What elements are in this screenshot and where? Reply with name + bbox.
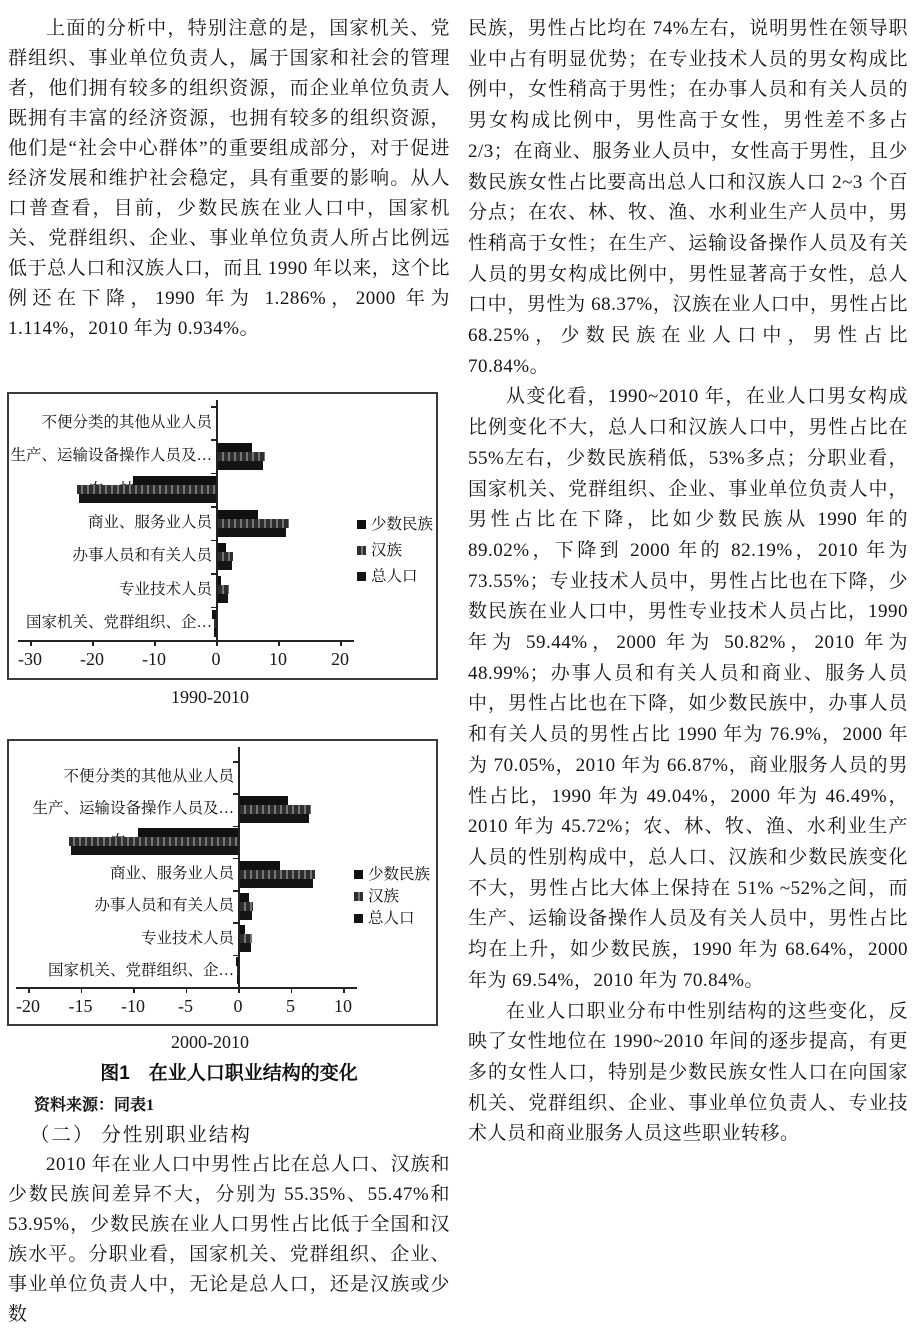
category-label: 国家机关、党群组织、企… [47, 961, 234, 979]
x-tick-label: 5 [286, 996, 295, 1016]
legend-label: 总人口 [368, 910, 415, 927]
bar-汉族 [240, 805, 311, 814]
category-label: 商业、服务业人员 [109, 865, 234, 882]
legend-label: 汉族 [368, 888, 400, 905]
x-axis-tick [278, 640, 280, 646]
category-axis-tick [233, 793, 238, 795]
bar-少数民族 [138, 828, 238, 837]
legend-swatch [354, 870, 363, 879]
category-label: 国家机关、党群组织、企… [25, 614, 212, 632]
x-axis-tick [238, 987, 240, 993]
category-label: 不便分类的其他从业人员 [41, 413, 212, 431]
x-tick-label: 20 [331, 649, 349, 669]
x-axis-tick [343, 987, 345, 993]
x-axis-tick [216, 640, 218, 646]
bar-汉族 [240, 870, 316, 879]
legend-swatch [357, 572, 366, 581]
x-axis-tick [28, 987, 30, 993]
category-axis-tick [233, 890, 238, 892]
left-paragraph-2: 2010 年在业人口中男性占比在总人口、汉族和少数民族间差异不大，分别为 55.35%、55.47%和 53.95%，少数民族在业人口男性占比低于全国和汉族水平。分职业看，国家机关、党群组织、企业、事业单位负责人中，无论是总人口，还是汉族或少数 [8, 1154, 450, 1325]
right-paragraph-3: 在业人口职业分布中性别结构的这些变化，反映了女性地位在 1990~2010 年间的逐步提高，有更多的女性人口，特别是少数民族女性人口在向国家机关、党群组织、企业、事业单位负责人、专业技术人员和商业服务人员这些职业转移。 [468, 1000, 908, 1145]
legend-item-少数民族 [357, 512, 433, 534]
legend-label: 总人口 [371, 568, 418, 585]
category-axis-tick [233, 922, 238, 924]
category-axis-tick [233, 826, 238, 828]
x-tick-label: -20 [80, 649, 104, 669]
legend-label: 汉族 [371, 542, 403, 559]
bar-汉族 [77, 485, 216, 494]
bar-总人口 [71, 846, 238, 855]
bar-总人口 [240, 814, 309, 823]
legend-swatch [354, 892, 363, 901]
bar-少数民族 [218, 576, 221, 585]
chart-period-label-2000-2010: 2000-2010 [171, 1032, 249, 1052]
bar-少数民族 [218, 543, 226, 552]
category-label: 生产、运输设备操作人员及… [32, 800, 234, 818]
right-paragraph-2: 从变化看，1990~2010 年，在业人口男女构成比例变化不大，总人口和汉族人口中，男性占比在 55%左右，少数民族稍低，53%多点；分职业看，国家机关、党群组织、企业、事业单位负责人中，男性占比在下降，比如少数民族从 1990 年的 89.02%，下降到 2000 年的 82.19%，2010 年为 73.55%；专业技术人员中，男性占比也在下降，少数民族在业人口中，男性专业技术人员占比，1990 年为 59.44%，2000 年为 50.82%，2010 年为 48.99%；办事人员和有关人员和商业、服务人员中，男性占比也在下降，如少数民族中，办事人员和有关人员的男性占比 1990 年为 76.9%，2000 年为 70.05%，2010 年为 66.87%，商业服务人员的男性占比，1990 年为 49.04%，2000 年为 46.49%，2010 年为 45.72%；农、林、牧、渔、水利业生产人员的性别构成中，总人口、汉族和少数民族变化不大，男性占比大体上保持在 51% ~52%之间，而生产、运输设备操作人员及有关人员中，男性占比均在上升，如少数民族，1990 年为 68.64%，2000 年为 69.54%，2010 年为 70.84%。 [468, 386, 908, 991]
x-tick-label: -5 [178, 996, 193, 1016]
legend-label: 少数民族 [368, 866, 431, 883]
bar-汉族 [218, 585, 229, 594]
x-tick-label: -15 [68, 996, 93, 1016]
bar-少数民族 [218, 510, 258, 519]
right-paragraph-1: 民族，男性占比均在 74%左右，说明男性在领导职业中占有明显优势；在专业技术人员的男女构成比例中，女性稍高于男性；在办事人员和有关人员的男女构成比例中，男性高于女性，男性差不多占 2/3；在商业、服务业人员中，女性高于男性，且少数民族女性占比要高出总人口和汉族人口 2~3 个百分点；在农、林、牧、渔、水利业生产人员中，男性稍高于女性；在生产、运输设备操作人员及有关人员的男女构成比例中，男性显著高于女性，总人口中，男性为 68.37%，汉族在业人口中，男性占比 68.25%，少数民族在业人口中，男性占比 70.84%。 [468, 18, 908, 377]
bar-汉族 [240, 902, 254, 911]
zero-axis-line [216, 400, 218, 640]
figure1-chart-1990-2010 [7, 392, 438, 680]
bar-总人口 [218, 461, 264, 470]
x-axis-tick [291, 987, 293, 993]
bar-总人口 [218, 594, 229, 603]
x-axis-tick [81, 987, 83, 993]
category-label: 办事人员和有关人员 [72, 547, 212, 565]
category-label: 办事人员和有关人员 [94, 897, 234, 915]
category-label: 生产、运输设备操作人员及… [10, 447, 212, 465]
x-axis-tick [92, 640, 94, 646]
category-axis-tick [211, 473, 216, 475]
bar-汉族 [218, 452, 266, 461]
x-tick-label: 0 [233, 996, 243, 1016]
bar-总人口 [218, 528, 287, 537]
category-axis-tick [211, 406, 216, 408]
category-axis-tick [211, 573, 216, 575]
bar-少数民族 [240, 861, 281, 870]
x-tick-label: 10 [334, 996, 352, 1016]
category-axis-tick [211, 439, 216, 441]
legend-label: 少数民族 [371, 516, 434, 533]
zero-axis-line [238, 747, 240, 987]
bar-总人口 [240, 943, 252, 952]
category-axis-tick [233, 955, 238, 957]
figure-caption: 图1 在业人口职业结构的变化 [100, 1063, 358, 1084]
bar-总人口 [79, 494, 216, 503]
legend-item-少数民族 [354, 862, 430, 884]
right-column [468, 14, 908, 1150]
category-axis-tick [233, 761, 238, 763]
x-tick-label: 0 [211, 649, 221, 669]
figure1-chart-2000-2010 [7, 739, 438, 1026]
category-axis-tick [211, 607, 216, 609]
bar-少数民族 [240, 925, 245, 934]
bar-少数民族 [218, 443, 253, 452]
legend-item-汉族 [357, 538, 402, 560]
bar-总人口 [240, 911, 253, 920]
x-axis-tick [340, 640, 342, 646]
x-axis-tick [154, 640, 156, 646]
bar-汉族 [218, 519, 289, 528]
bar-汉族 [218, 552, 234, 561]
bar-汉族 [240, 934, 253, 943]
x-axis-tick [30, 640, 32, 646]
category-label: 不便分类的其他从业人员 [63, 768, 234, 786]
category-axis-tick [211, 506, 216, 508]
bar-少数民族 [133, 476, 216, 485]
category-axis-tick [233, 858, 238, 860]
legend-item-汉族 [354, 884, 399, 906]
category-label: 专业技术人员 [118, 580, 212, 598]
bar-少数民族 [240, 796, 288, 805]
category-axis-tick [211, 540, 216, 542]
x-tick-label: -10 [121, 996, 145, 1016]
left-paragraph-1: 上面的分析中，特别注意的是，国家机关、党群组织、事业单位负责人，属于国家和社会的管理者，他们拥有较多的组织资源，而企业单位负责人既拥有丰富的经济资源，也拥有较多的组织资源，他们是“社会中心群体”的重要组成部分，对于促进经济发展和维护社会稳定，具有重要的影响。从人口普查看，目前，少数民族在业人口中，国家机关、党群组织、企业、事业单位负责人所占比例远低于总人口和汉族人口，而且 1990 年以来，这个比例还在下降，1990 年为 1.286%，2000 年为 1.114%，2010 年为 0.934%。 [8, 18, 450, 339]
x-tick-label: -30 [18, 649, 42, 669]
chart-period-label-1990-2010: 1990-2010 [171, 687, 249, 707]
x-tick-label: -20 [16, 996, 40, 1016]
legend-item-总人口 [357, 564, 418, 586]
category-label: 商业、服务业人员 [87, 514, 212, 531]
x-axis-line [18, 640, 354, 642]
legend-swatch [357, 546, 366, 555]
bar-总人口 [218, 561, 233, 570]
x-tick-label: -10 [142, 649, 166, 669]
section-heading: （二） 分性别职业结构 [30, 1125, 252, 1146]
x-axis-tick [133, 987, 135, 993]
legend-item-总人口 [354, 906, 415, 928]
legend-swatch [354, 914, 363, 923]
bar-汉族 [69, 837, 238, 846]
bar-总人口 [240, 879, 314, 888]
source-note: 资料来源：同表1 [34, 1097, 155, 1114]
bar-少数民族 [240, 893, 249, 902]
category-label: 专业技术人员 [140, 929, 234, 947]
x-tick-label: 10 [269, 649, 287, 669]
x-axis-tick [186, 987, 188, 993]
legend-swatch [357, 520, 366, 529]
